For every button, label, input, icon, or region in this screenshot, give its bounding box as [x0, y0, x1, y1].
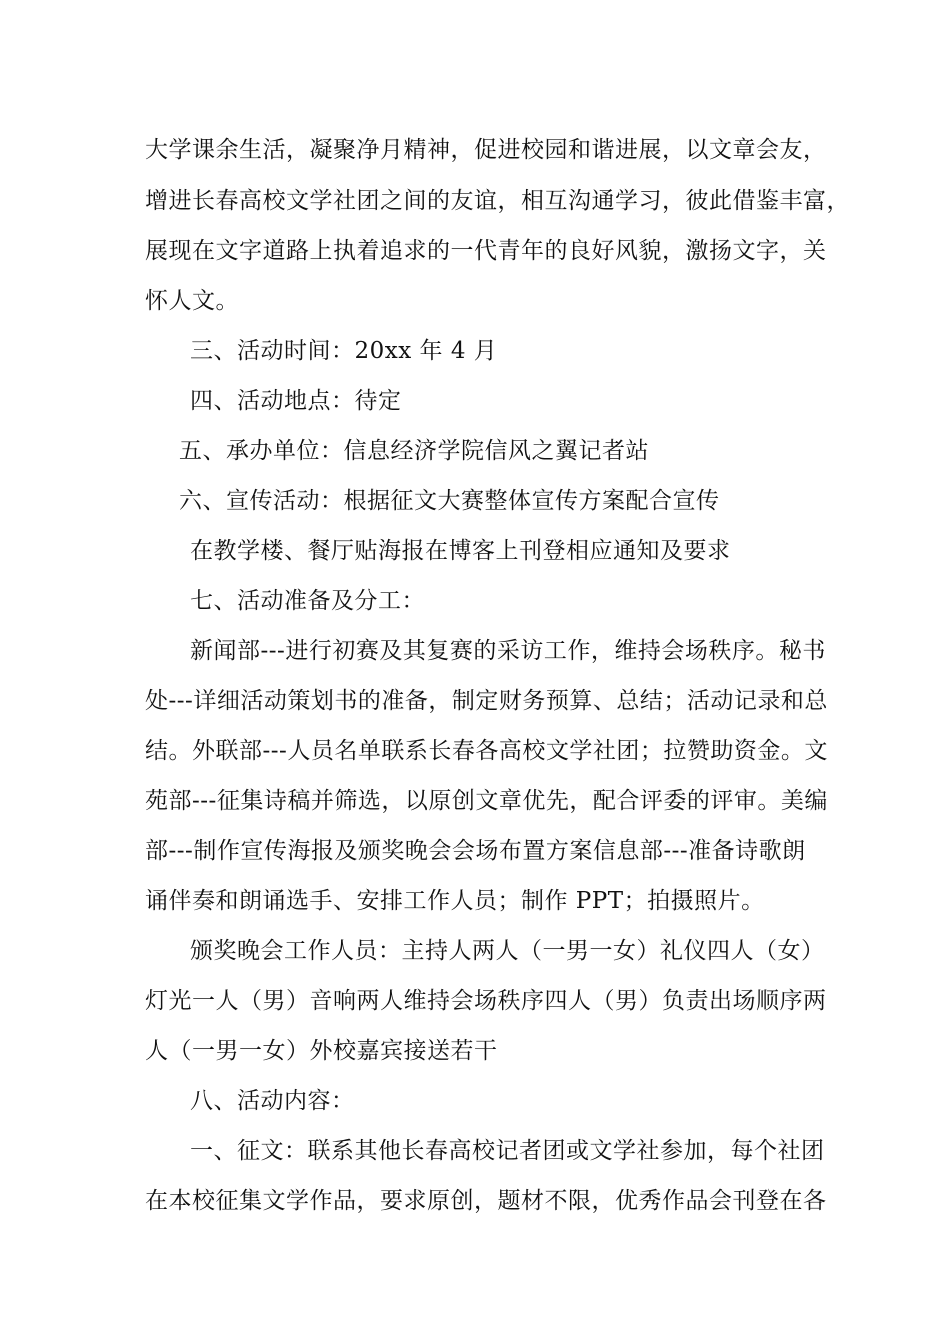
body-text-line: 一、征文：联系其他长春高校记者团或文学社参加，每个社团 — [190, 1138, 825, 1164]
section-heading: 三、活动时间：20xx 年 4 月 — [190, 338, 498, 364]
section-heading: 七、活动准备及分工： — [190, 588, 425, 614]
body-text-line: 在教学楼、餐厅贴海报在博客上刊登相应通知及要求 — [190, 538, 731, 564]
body-text-line: 人（一男一女）外校嘉宾接送若干 — [145, 1038, 498, 1064]
body-text-line: 苑部---征集诗稿并筛选，以原创文章优先，配合评委的评审。美编 — [145, 788, 828, 814]
section-heading: 四、活动地点：待定 — [190, 388, 402, 414]
body-text-line: 部---制作宣传海报及颁奖晚会会场布置方案信息部---准备诗歌朗 — [145, 838, 806, 864]
body-text-line: 结。外联部---人员名单联系长春各高校文学社团；拉赞助资金。文 — [145, 738, 828, 764]
body-text-line: 处---详细活动策划书的准备，制定财务预算、总结；活动记录和总 — [145, 688, 828, 714]
section-heading: 六、宣传活动：根据征文大赛整体宣传方案配合宣传 — [179, 488, 720, 514]
body-text-line: 在本校征集文学作品，要求原创，题材不限，优秀作品会刊登在各 — [145, 1188, 827, 1214]
body-text-line: 灯光一人（男）音响两人维持会场秩序四人（男）负责出场顺序两 — [145, 988, 827, 1014]
body-text-line: 怀人文。 — [145, 288, 239, 314]
body-text-line: 展现在文字道路上执着追求的一代青年的良好风貌，激扬文字，关 — [145, 238, 827, 264]
body-text-line: 新闻部---进行初赛及其复赛的采访工作，维持会场秩序。秘书 — [190, 638, 826, 664]
body-text-line: 大学课余生活，凝聚净月精神，促进校园和谐进展，以文章会友， — [145, 137, 827, 163]
body-text-line: 颁奖晚会工作人员：主持人两人（一男一女）礼仪四人（女） — [190, 938, 825, 964]
body-text-line: 诵伴奏和朗诵选手、安排工作人员；制作 PPT；拍摄照片。 — [145, 888, 765, 914]
section-heading: 八、活动内容： — [190, 1088, 355, 1114]
section-heading: 五、承办单位：信息经济学院信风之翼记者站 — [179, 438, 649, 464]
body-text-line: 增进长春高校文学社团之间的友谊，相互沟通学习，彼此借鉴丰富， — [145, 188, 850, 214]
